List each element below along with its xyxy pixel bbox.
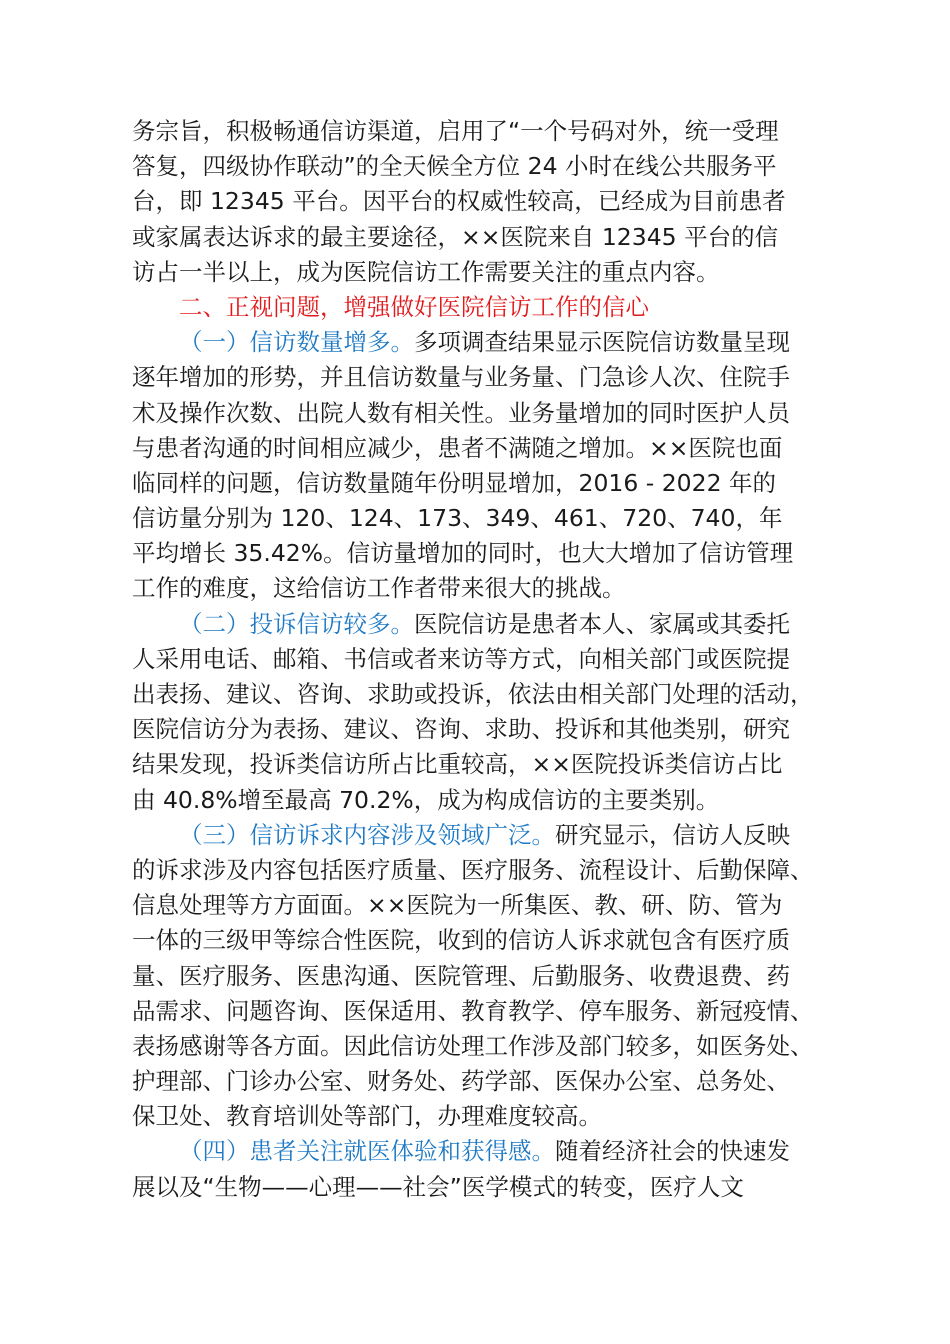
body-text-line: 由 40.8%增至最高 70.2%，成为构成信访的主要类别。: [132, 785, 720, 814]
body-text-line: 逐年增加的形势，并且信访数量与业务量、门急诊人次、住院手: [132, 363, 790, 392]
body-text-line: 出表扬、建议、咨询、求助或投诉，依法由相关部门处理的活动，: [132, 680, 814, 708]
body-text-line: 信息处理等方方面面。××医院为一所集医、教、研、防、管为: [132, 891, 783, 920]
body-text-line: 术及操作次数、出院人数有相关性。业务量增加的同时医护人员: [132, 398, 790, 427]
body-text-line: 的诉求涉及内容包括医疗质量、医疗服务、流程设计、后勤保障、: [132, 855, 814, 884]
body-text-line: 结果发现，投诉类信访所占比重较高，××医院投诉类信访占比: [132, 750, 783, 779]
body-text-line: 表扬感谢等各方面。因此信访处理工作涉及部门较多，如医务处、: [132, 1031, 814, 1060]
body-text-line: 品需求、问题咨询、医保适用、教育教学、停车服务、新冠疫情、: [132, 996, 814, 1025]
body-text-line: 临同样的问题，信访数量随年份明显增加，2016 - 2022 年的: [132, 468, 777, 497]
body-text-line: 务宗旨，积极畅通信访渠道，启用了“一个号码对外，统一受理: [132, 117, 779, 145]
body-text-line: 平均增长 35.42%。信访量增加的同时，也大大增加了信访管理: [132, 539, 794, 568]
body-text-line: 访占一半以上，成为医院信访工作需要关注的重点内容。: [132, 257, 720, 286]
body-text-line: 医院信访分为表扬、建议、咨询、求助、投诉和其他类别，研究: [132, 715, 790, 744]
body-text-line: 人采用电话、邮箱、书信或者来访等方式，向相关部门或医院提: [132, 644, 790, 673]
item-1-text: 多项调查结果显示医院信访数量呈现: [414, 328, 790, 357]
body-text-line: 台，即 12345 平台。因平台的权威性较高，已经成为目前患者: [132, 187, 786, 216]
item-3-text: 研究显示，信访人反映: [555, 820, 790, 849]
body-text-line: 与患者沟通的时间相应减少，患者不满随之增加。××医院也面: [132, 433, 783, 462]
body-text-line: 护理部、门诊办公室、财务处、药学部、医保办公室、总务处、: [132, 1067, 790, 1096]
item-1-title: （一）信访数量增多。: [179, 328, 414, 357]
item-4-text: 随着经济社会的快速发: [555, 1137, 790, 1166]
item-2-first-line: [132, 607, 870, 642]
document-page: [132, 114, 870, 1205]
item-2-text: 医院信访是患者本人、家属或其委托: [414, 609, 790, 638]
body-text-line: 工作的难度，这给信访工作者带来很大的挑战。: [132, 574, 626, 603]
body-text-line: 或家属表达诉求的最主要途径，××医院来自 12345 平台的信: [132, 222, 779, 251]
item-1-first-line: [132, 325, 870, 360]
item-2-title: （二）投诉信访较多。: [179, 609, 414, 638]
item-3-first-line: [132, 818, 870, 853]
body-text-line: 信访量分别为 120、124、173、349、461、720、740，年: [132, 504, 783, 533]
item-3-title: （三）信访诉求内容涉及领域广泛。: [179, 820, 555, 849]
body-text-line: 保卫处、教育培训处等部门，办理难度较高。: [132, 1102, 602, 1131]
body-text-line: 一体的三级甲等综合性医院，收到的信访人诉求就包含有医疗质: [132, 926, 790, 955]
item-4-first-line: [132, 1134, 870, 1169]
section-heading: 二、正视问题，增强做好医院信访工作的信心: [179, 292, 649, 321]
item-4-title: （四）患者关注就医体验和获得感。: [179, 1137, 555, 1166]
body-text-line: 展以及“生物——心理——社会”医学模式的转变，医疗人文: [132, 1172, 744, 1201]
body-text-line: 量、医疗服务、医患沟通、医院管理、后勤服务、收费退费、药: [132, 961, 790, 990]
body-text-line: 答复，四级协作联动”的全天候全方位 24 小时在线公共服务平: [132, 152, 777, 181]
